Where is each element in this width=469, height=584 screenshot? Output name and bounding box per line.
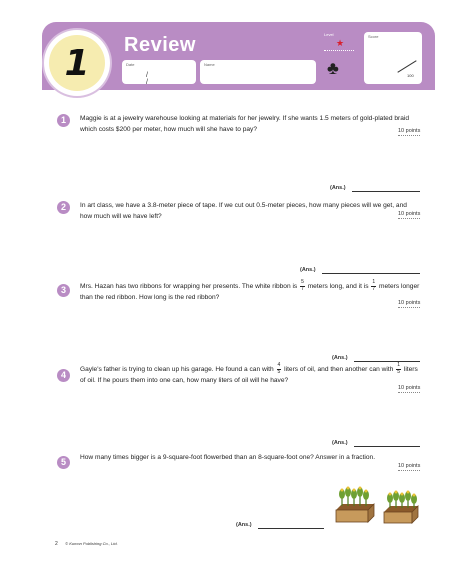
fraction-4-5: $\frac{4}{5}$ [277,362,281,375]
points-3: 10 points [398,300,421,306]
copyright: © Kumon Publishing Co., Ltd. [65,541,118,546]
page-footer [55,541,118,547]
star-icon: ★ [336,38,345,48]
flowerbed-large [336,487,374,523]
question-number-2: 2 [57,201,70,214]
question-text-3c: meters longer than the red ribbon. How long is the red ribbon? [80,282,420,301]
question-number-3: 3 [57,284,70,297]
answer-line-4[interactable] [354,446,420,447]
answer-label-1: (Ans.) [330,185,346,191]
fraction-1-5: $\frac{1}{5}$ [397,362,401,375]
answer-label-3: (Ans.) [332,355,348,361]
unit-number-badge [44,30,110,96]
question-text-3a: Mrs. Hazan has two ribbons for wrapping her presents. The white ribbon is [80,282,298,290]
answer-label-5: (Ans.) [236,522,252,528]
answer-line-3[interactable] [354,361,420,362]
question-text-5: How many times bigger is a 9-square-foot flowerbed than an 8-square-foot one? Answer in a fraction. [80,454,376,461]
points-5: 10 points [398,463,421,469]
answer-line-2[interactable] [322,273,420,274]
fraction-5-7: $\frac{5}{7}$ [301,279,304,292]
name-label: Name [204,62,215,67]
question-text-3b: meters long, and it is [307,282,369,290]
question-number-4: 4 [57,369,70,382]
name-field[interactable] [200,60,316,84]
level-label: Level [324,32,334,37]
page-title: Review [124,34,196,56]
club-icon: ♣ [327,58,339,78]
date-label: Date [126,62,135,67]
fraction-1-7: $\frac{1}{7}$ [372,279,376,292]
answer-label-2: (Ans.) [300,267,316,273]
date-field[interactable] [122,60,196,84]
question-text-4a: Gayle's father is trying to clean up his garage. He found a can with [80,365,274,373]
question-text-4 [80,363,420,386]
question-number-5: 5 [57,456,70,469]
answer-label-4: (Ans.) [332,440,348,446]
question-number-1: 1 [57,114,70,127]
points-1: 10 points [398,128,421,134]
question-text-1: Maggie is at a jewelry warehouse looking at materials for her jewelry. If she wants 1.5 meters of gold-plated braid which costs $200 per meter, how much will she have to pay? [80,115,409,133]
unit-number: 1 [49,35,105,91]
flowerbeds-illustration [334,484,422,528]
page-number: 2 [55,541,58,547]
flowerbed-small [384,491,418,524]
question-text-2: In art class, we have a 3.8-meter piece of tape. If we cut out 0.5-meter pieces, how many pieces will we get, and how much will we have left? [80,202,407,220]
question-text-4b: liters of oil, and then another can with [284,365,394,373]
answer-line-1[interactable] [352,191,420,192]
question-text-3 [80,280,420,303]
points-4: 10 points [398,385,421,391]
score-total: 100 [407,73,414,78]
date-value: / / [146,72,164,86]
answer-line-5[interactable] [258,528,324,529]
points-2: 10 points [398,211,421,217]
level-divider [324,50,354,51]
score-label: Score [368,34,379,39]
question-text-4c: liters of oil. If he pours them into one can, how many liters of oil will he have? [80,365,418,384]
